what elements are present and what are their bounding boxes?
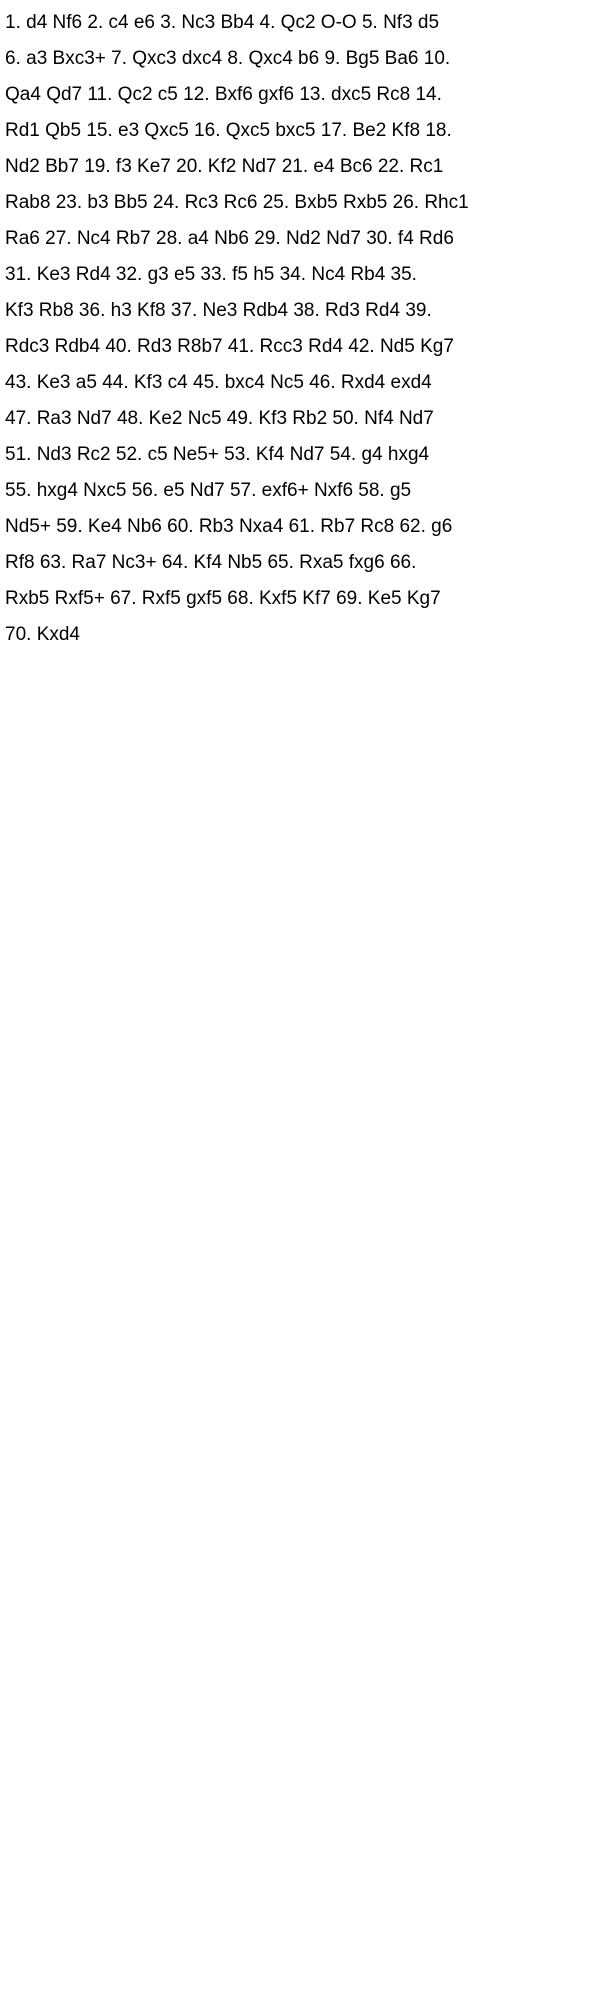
notation-line: Qa4 Qd7 11. Qc2 c5 12. Bxf6 gxf6 13. dxc5 Rc8 14. — [5, 84, 442, 105]
notation-line: Kf3 Rb8 36. h3 Kf8 37. Ne3 Rdb4 38. Rd3 Rd4 39. — [5, 300, 432, 321]
notation-line: Nd5+ 59. Ke4 Nb6 60. Rb3 Nxa4 61. Rb7 Rc8 62. g6 — [5, 516, 453, 537]
notation-line: Ra6 27. Nc4 Rb7 28. a4 Nb6 29. Nd2 Nd7 30. f4 Rd6 — [5, 228, 454, 249]
notation-line: 6. a3 Bxc3+ 7. Qxc3 dxc4 8. Qxc4 b6 9. Bg5 Ba6 10. — [5, 48, 451, 69]
notation-line: 43. Ke3 a5 44. Kf3 c4 45. bxc4 Nc5 46. Rxd4 exd4 — [5, 372, 432, 393]
notation-line: 31. Ke3 Rd4 32. g3 e5 33. f5 h5 34. Nc4 Rb4 35. — [5, 264, 417, 285]
notation-line: Rdc3 Rdb4 40. Rd3 R8b7 41. Rcc3 Rd4 42. Nd5 Kg7 — [5, 336, 454, 357]
chess-game-notation — [5, 5, 595, 653]
notation-line: Rab8 23. b3 Bb5 24. Rc3 Rc6 25. Bxb5 Rxb5 26. Rhc1 — [5, 192, 469, 213]
notation-line: 51. Nd3 Rc2 52. c5 Ne5+ 53. Kf4 Nd7 54. g4 hxg4 — [5, 444, 430, 465]
notation-line: 1. d4 Nf6 2. c4 e6 3. Nc3 Bb4 4. Qc2 O-O 5. Nf3 d5 — [5, 12, 440, 33]
notation-line: Rxb5 Rxf5+ 67. Rxf5 gxf5 68. Kxf5 Kf7 69. Ke5 Kg7 — [5, 588, 441, 609]
notation-line: 47. Ra3 Nd7 48. Ke2 Nc5 49. Kf3 Rb2 50. Nf4 Nd7 — [5, 408, 434, 429]
notation-line: Nd2 Bb7 19. f3 Ke7 20. Kf2 Nd7 21. e4 Bc6 22. Rc1 — [5, 156, 444, 177]
notation-line: Rd1 Qb5 15. e3 Qxc5 16. Qxc5 bxc5 17. Be2 Kf8 18. — [5, 120, 452, 141]
notation-line: 55. hxg4 Nxc5 56. e5 Nd7 57. exf6+ Nxf6 58. g5 — [5, 480, 412, 501]
notation-line: Rf8 63. Ra7 Nc3+ 64. Kf4 Nb5 65. Rxa5 fxg6 66. — [5, 552, 417, 573]
notation-line: 70. Kxd4 — [5, 624, 80, 645]
